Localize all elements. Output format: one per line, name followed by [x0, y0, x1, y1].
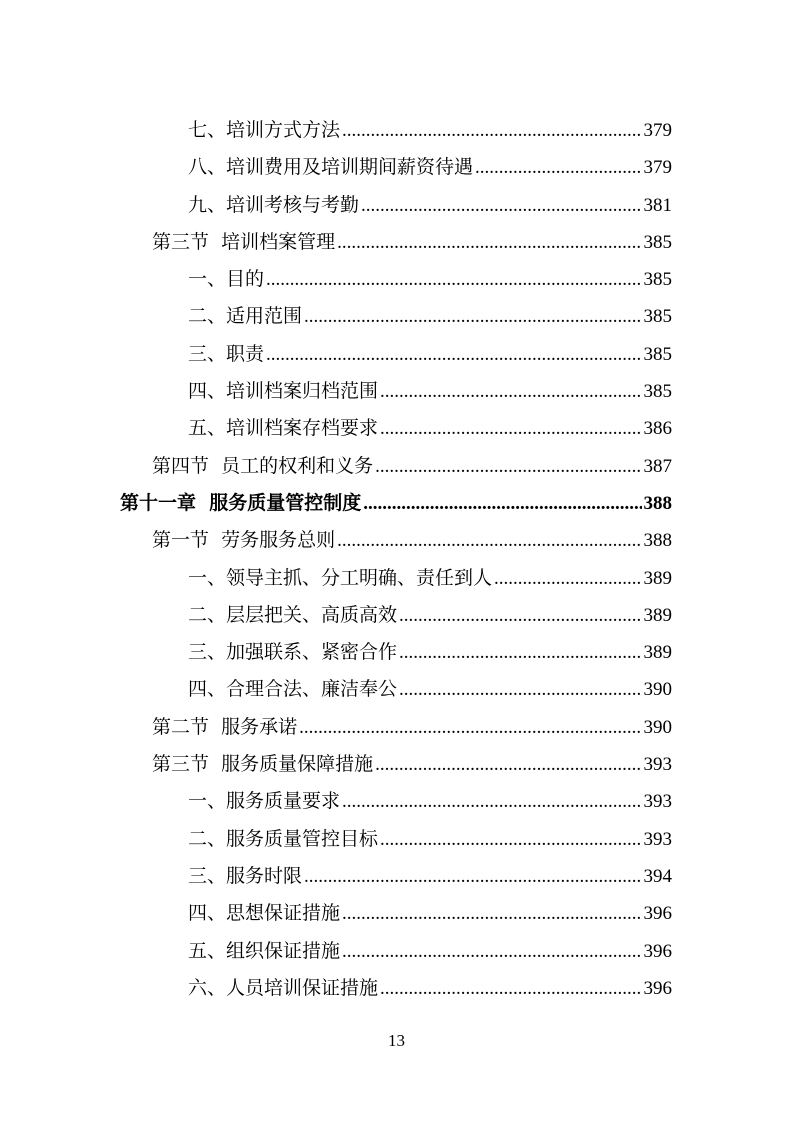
- dot-leader: [475, 149, 641, 186]
- dot-leader: [304, 298, 641, 335]
- toc-entry-page: 396: [643, 903, 672, 925]
- toc-entry-page: 385: [643, 306, 672, 328]
- dot-leader: [342, 895, 641, 932]
- dot-leader: [337, 224, 641, 261]
- dot-leader: [304, 858, 641, 895]
- toc-entry-page: 393: [643, 754, 672, 776]
- dot-leader: [399, 597, 641, 634]
- dot-leader: [380, 410, 641, 447]
- toc-entry-page: 379: [643, 157, 672, 179]
- toc-entry-page: 389: [643, 567, 672, 589]
- dot-leader: [399, 671, 641, 708]
- dot-leader: [361, 187, 641, 224]
- toc-entry[interactable]: [0, 634, 793, 671]
- toc-section[interactable]: [0, 224, 793, 261]
- toc-chapter[interactable]: [0, 485, 793, 522]
- toc-entry-title: 六、人员培训保证措施: [188, 976, 379, 999]
- toc-entry-title: 四、合理合法、廉洁奉公: [188, 678, 398, 701]
- toc-entry-page: 393: [643, 791, 672, 813]
- dot-leader: [266, 261, 641, 298]
- toc-entry-title: 三、加强联系、紧密合作: [188, 641, 398, 664]
- toc-entry-page: 387: [643, 455, 672, 477]
- toc-entry[interactable]: [0, 821, 793, 858]
- dot-leader: [266, 336, 641, 373]
- dot-leader: [337, 522, 641, 559]
- toc-entry-page: 385: [643, 231, 672, 253]
- toc-entry-title: 二、服务质量管控目标: [188, 827, 379, 850]
- toc-section[interactable]: [0, 448, 793, 485]
- dot-leader: [342, 112, 641, 149]
- dot-leader: [380, 970, 641, 1007]
- dot-leader: [342, 783, 641, 820]
- dot-leader: [380, 373, 641, 410]
- toc-entry-title: 第一节 劳务服务总则: [152, 529, 336, 552]
- toc-entry[interactable]: [0, 560, 793, 597]
- toc-entry-page: 393: [643, 828, 672, 850]
- toc-entry-page: 396: [643, 977, 672, 999]
- toc-entry-page: 390: [643, 679, 672, 701]
- toc-entry[interactable]: [0, 895, 793, 932]
- toc-entry[interactable]: [0, 671, 793, 708]
- toc-entry-title: 第三节 服务质量保障措施: [152, 753, 374, 776]
- toc-entry-page: 386: [643, 418, 672, 440]
- toc-entry-title: 二、层层把关、高质高效: [188, 603, 398, 626]
- dot-leader: [299, 709, 641, 746]
- dot-leader: [399, 634, 641, 671]
- toc-entry[interactable]: [0, 410, 793, 447]
- toc-entry[interactable]: [0, 933, 793, 970]
- toc-entry-title: 二、适用范围: [188, 305, 303, 328]
- toc-entry-title: 第三节 培训档案管理: [152, 230, 336, 253]
- dot-leader: [494, 560, 641, 597]
- toc-entry-title: 一、目的: [188, 268, 265, 291]
- toc-entry-page: 381: [643, 194, 672, 216]
- toc-entry-page: 385: [643, 269, 672, 291]
- toc-entry-title: 八、培训费用及培训期间薪资待遇: [188, 156, 474, 179]
- toc-entry-page: 388: [643, 492, 672, 514]
- toc-section[interactable]: [0, 709, 793, 746]
- dot-leader: [380, 821, 641, 858]
- toc-entry-title: 四、思想保证措施: [188, 902, 341, 925]
- toc-entry-title: 一、领导主抓、分工明确、责任到人: [188, 566, 493, 589]
- toc-section[interactable]: [0, 522, 793, 559]
- toc-entry[interactable]: [0, 149, 793, 186]
- toc-entry-title: 一、服务质量要求: [188, 790, 341, 813]
- toc-entry[interactable]: [0, 783, 793, 820]
- toc-entry-page: 389: [643, 604, 672, 626]
- toc-entry[interactable]: [0, 970, 793, 1007]
- toc-entry-page: 385: [643, 343, 672, 365]
- toc-entry[interactable]: [0, 298, 793, 335]
- table-of-contents: [0, 112, 793, 1007]
- toc-entry-title: 五、组织保证措施: [188, 939, 341, 962]
- toc-entry-page: 396: [643, 940, 672, 962]
- toc-entry-page: 390: [643, 716, 672, 738]
- toc-entry-title: 七、培训方式方法: [188, 119, 341, 141]
- toc-entry[interactable]: [0, 336, 793, 373]
- toc-section[interactable]: [0, 746, 793, 783]
- toc-entry[interactable]: [0, 597, 793, 634]
- toc-entry-page: 394: [643, 865, 672, 887]
- toc-entry-title: 第十一章 服务质量管控制度: [120, 491, 362, 514]
- toc-entry[interactable]: [0, 261, 793, 298]
- dot-leader: [342, 933, 641, 970]
- toc-entry-title: 三、职责: [188, 342, 265, 365]
- toc-entry[interactable]: [0, 112, 793, 149]
- toc-entry-title: 五、培训档案存档要求: [188, 417, 379, 440]
- toc-entry-title: 四、培训档案归档范围: [188, 380, 379, 403]
- toc-entry-title: 九、培训考核与考勤: [188, 193, 360, 216]
- toc-entry[interactable]: [0, 373, 793, 410]
- toc-entry-title: 第四节 员工的权利和义务: [152, 454, 374, 477]
- toc-entry-page: 389: [643, 642, 672, 664]
- dot-leader: [363, 485, 641, 522]
- toc-entry[interactable]: [0, 187, 793, 224]
- toc-entry-title: 三、服务时限: [188, 864, 303, 887]
- dot-leader: [375, 448, 641, 485]
- toc-entry-page: 388: [643, 530, 672, 552]
- dot-leader: [375, 746, 641, 783]
- toc-entry[interactable]: [0, 858, 793, 895]
- toc-entry-title: 第二节 服务承诺: [152, 715, 298, 738]
- toc-entry-page: 385: [643, 381, 672, 403]
- toc-entry-page: 379: [643, 120, 672, 141]
- page-number: 13: [388, 1031, 405, 1050]
